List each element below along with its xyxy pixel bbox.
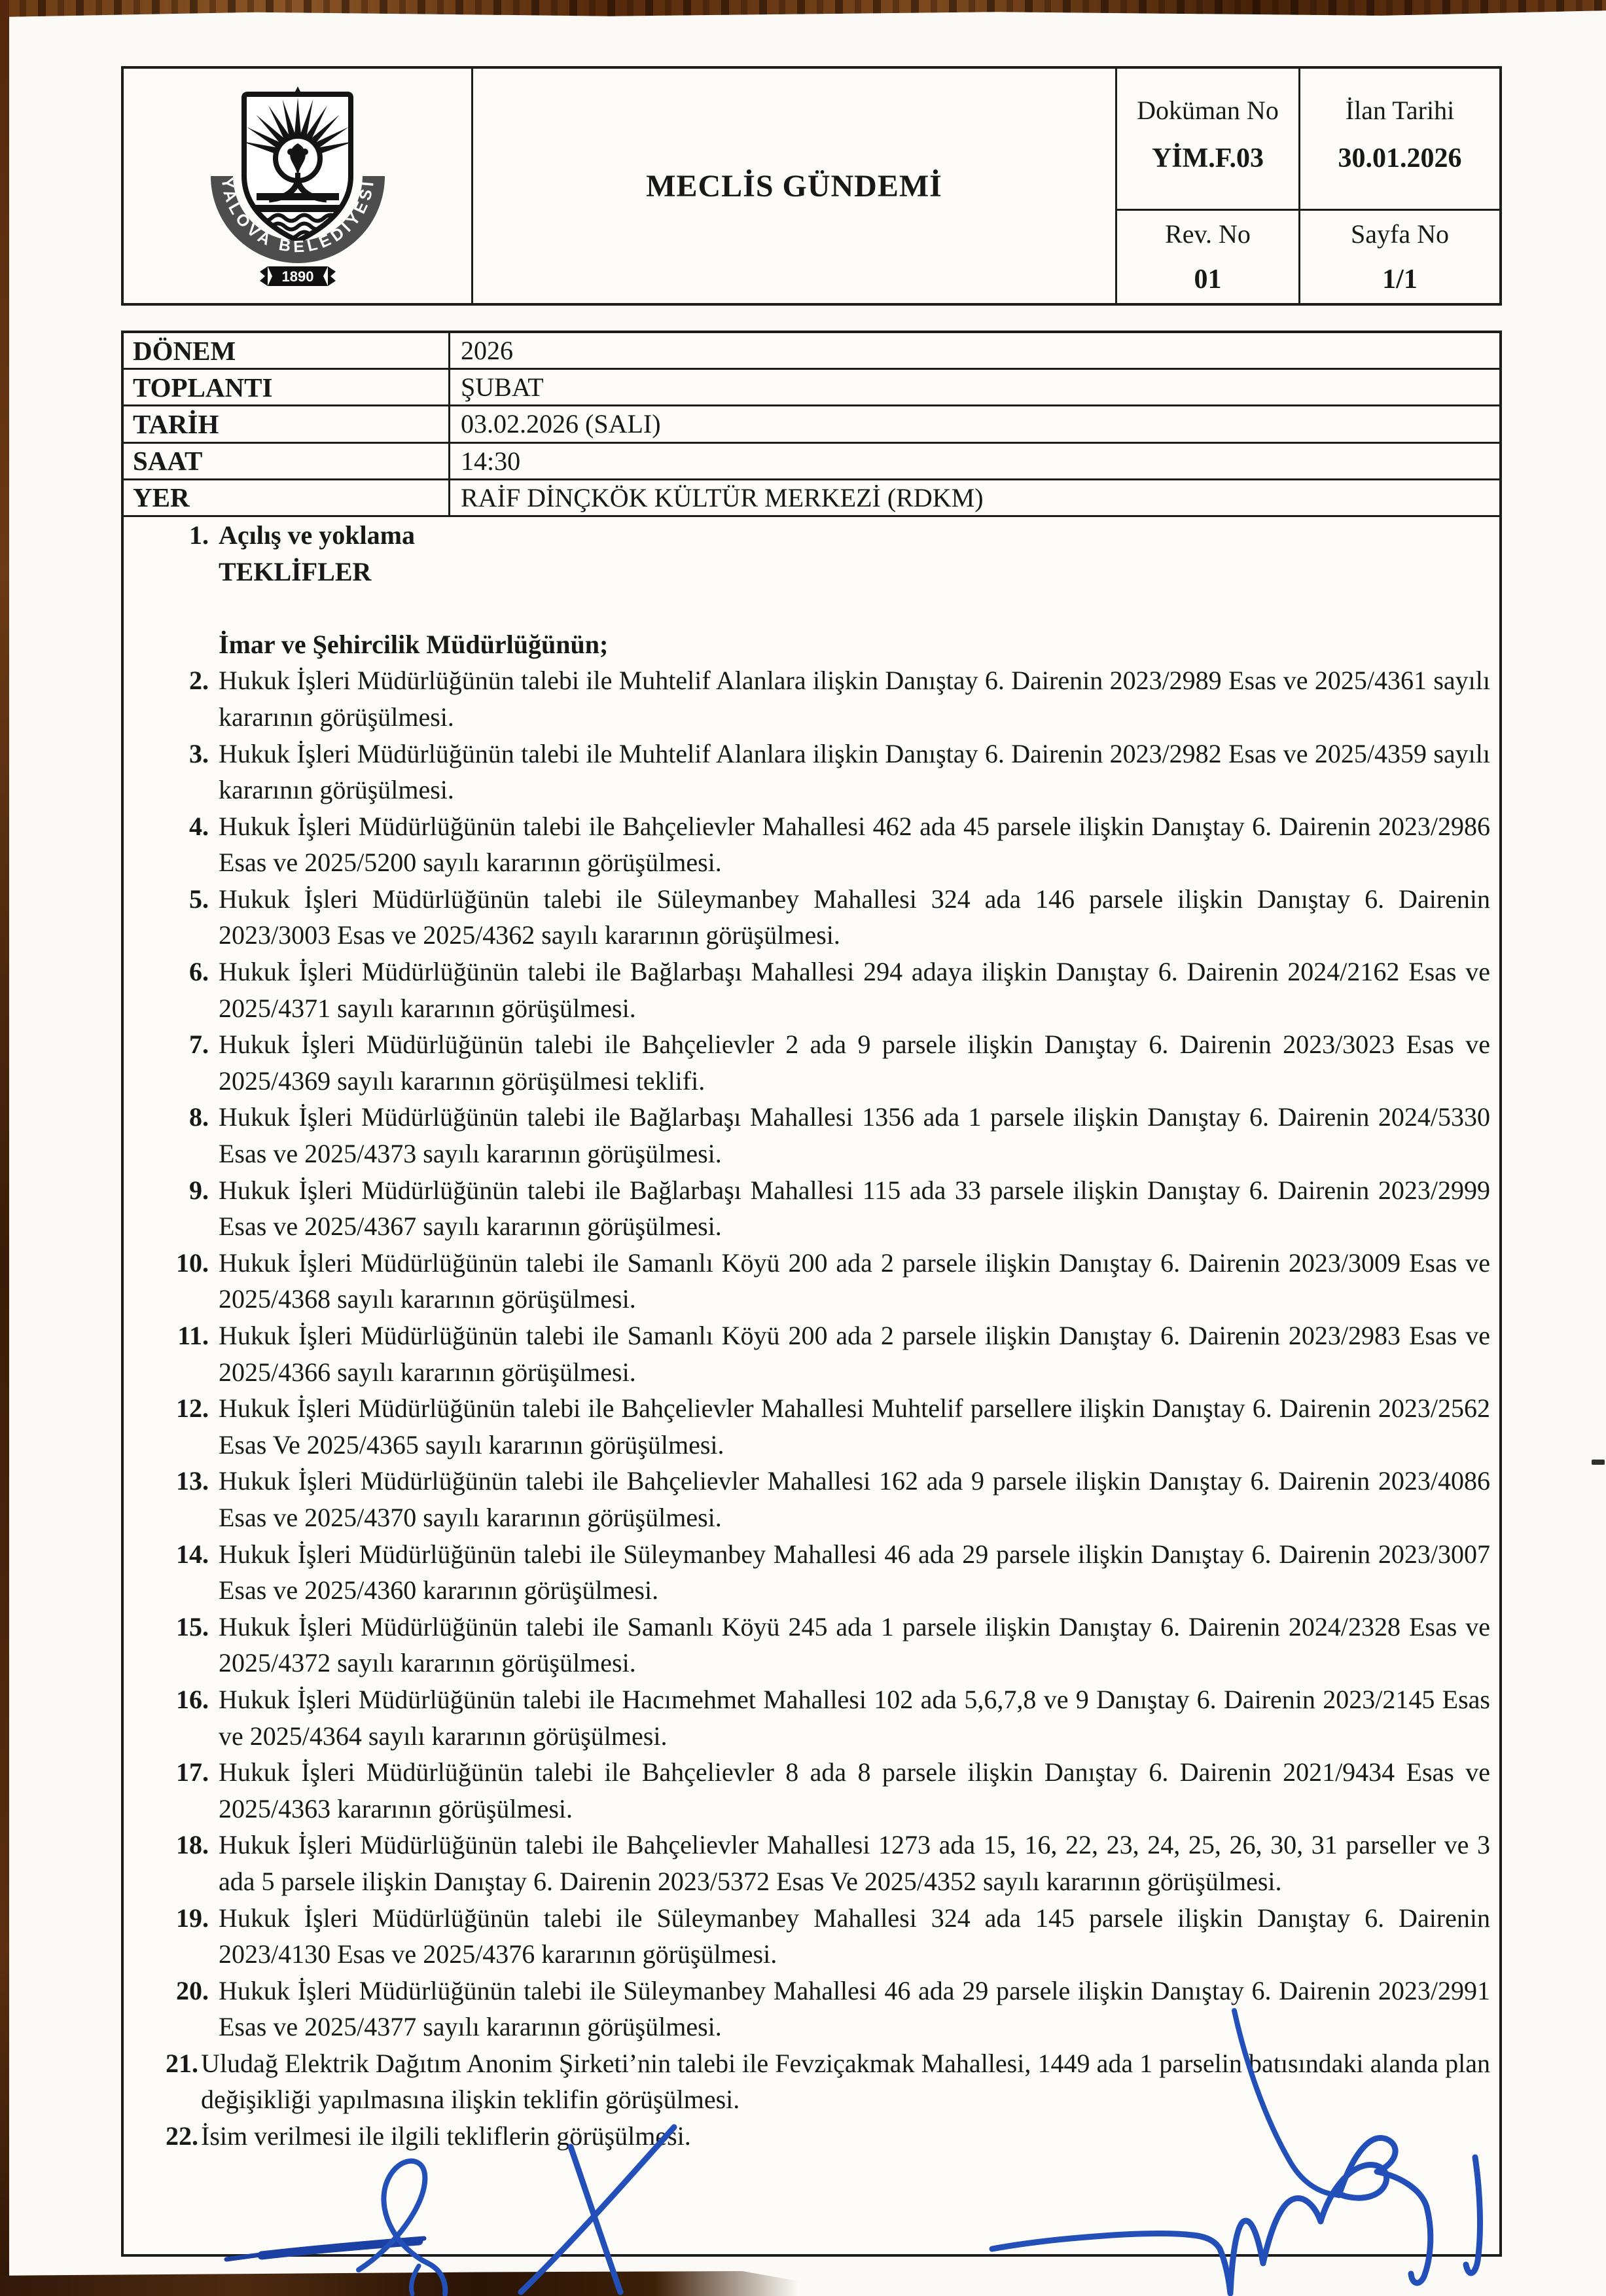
agenda-item (124, 881, 1490, 954)
agenda-item-number: 5. (189, 884, 209, 914)
agenda-item (124, 2045, 1490, 2118)
meta-label: SAAT (124, 444, 450, 478)
agenda-item-number: 20. (176, 1975, 209, 2005)
meta-value: RAİF DİNÇKÖK KÜLTÜR MERKEZİ (RDKM) (461, 482, 984, 512)
agenda-item-text: Hukuk İşleri Müdürlüğünün talebi ile Muhtelif Alanlara ilişkin Danıştay 6. Dairenin 2023/2982 Esas ve 2025/4359 sayılı kararının görüşülmesi. (219, 738, 1490, 805)
agenda-item-text: Hukuk İşleri Müdürlüğünün talebi ile Süleymanbey Mahallesi 46 ada 29 parsele ilişkin Danıştay 6. Dairenin 2023/2991 Esas ve 2025/4377 sayılı kararının görüşülmesi. (219, 1975, 1490, 2042)
section-heading: TEKLİFLER (219, 556, 372, 586)
agenda-item-number: 9. (189, 1175, 209, 1205)
field-value: 01 (1194, 264, 1222, 295)
agenda-item (124, 1318, 1490, 1390)
meta-value: 03.02.2026 (SALI) (461, 409, 661, 439)
meta-row-tarih (124, 406, 1499, 443)
scan-edge-bottom-artifact (0, 2271, 798, 2296)
agenda-item-number: 1. (189, 520, 209, 550)
agenda-item-text: Açılış ve yoklama (219, 520, 415, 550)
field-dokuman-no (1115, 69, 1298, 209)
agenda-item (124, 1099, 1490, 1172)
meta-row-toplanti (124, 370, 1499, 406)
field-sayfa-no (1298, 209, 1499, 303)
agenda-item (124, 1245, 1490, 1318)
scan-edge-left-artifact (0, 0, 9, 2296)
agenda-item-text: Hukuk İşleri Müdürlüğünün talebi ile Bağlarbaşı Mahallesi 115 ada 33 parsele ilişkin Danıştay 6. Dairenin 2023/2999 Esas ve 2025/4367 sayılı kararının görüşülmesi. (219, 1175, 1490, 1242)
field-rev-no (1115, 209, 1298, 303)
agenda-item-text: Hukuk İşleri Müdürlüğünün talebi ile Samanlı Köyü 245 ada 1 parsele ilişkin Danıştay 6. Dairenin 2024/2328 Esas ve 2025/4372 sayılı kararının görüşülmesi. (219, 1611, 1490, 1678)
agenda-item-text: Hukuk İşleri Müdürlüğünün talebi ile Samanlı Köyü 200 ada 2 parsele ilişkin Danıştay 6. Dairenin 2023/2983 Esas ve 2025/4366 sayılı kararının görüşülmesi. (219, 1321, 1490, 1387)
agenda-item-text: Hukuk İşleri Müdürlüğünün talebi ile Süleymanbey Mahallesi 324 ada 146 parsele ilişkin Danıştay 6. Dairenin 2023/3003 Esas ve 2025/4362 sayılı kararının görüşülmesi. (219, 884, 1490, 950)
agenda-item (124, 1463, 1490, 1535)
agenda-item (124, 1172, 1490, 1245)
meta-label: DÖNEM (124, 333, 450, 368)
agenda-item-number: 16. (176, 1684, 209, 1714)
agenda-item (124, 1609, 1490, 1681)
field-ilan-tarihi (1298, 69, 1499, 209)
agenda-item-text: Hukuk İşleri Müdürlüğünün talebi ile Muhtelif Alanlara ilişkin Danıştay 6. Dairenin 2023/2989 Esas ve 2025/4361 sayılı kararının görüşülmesi. (219, 666, 1490, 732)
agenda-item (124, 1827, 1490, 1899)
agenda-item-number: 6. (189, 957, 209, 987)
agenda-item-text: Hukuk İşleri Müdürlüğünün talebi ile Samanlı Köyü 200 ada 2 parsele ilişkin Danıştay 6. Dairenin 2023/3009 Esas ve 2025/4368 sayılı kararının görüşülmesi. (219, 1247, 1490, 1314)
agenda-item-text: Hukuk İşleri Müdürlüğünün talebi ile Bahçelievler Mahallesi 1273 ada 15, 16, 22, 23, 24, 25, 26, 30, 31 parseller ve 3 ada 5 parsele ilişkin Danıştay 6. Dairenin 2023/5372 Esas Ve 2025/4352 sayılı kararının görüşülmesi. (219, 1830, 1490, 1896)
field-label: Sayfa No (1351, 219, 1449, 249)
field-label: Doküman No (1137, 96, 1279, 125)
agenda-item (124, 1390, 1490, 1463)
agenda-item (124, 1754, 1490, 1827)
yalova-belediyesi-logo-icon (202, 78, 393, 294)
field-label: Rev. No (1165, 219, 1251, 249)
field-value: YİM.F.03 (1151, 143, 1264, 173)
logo-year-ribbon (260, 266, 336, 286)
meta-label: TOPLANTI (124, 370, 450, 404)
meta-value: 14:30 (461, 446, 521, 476)
agenda-item-text: Uludağ Elektrik Dağıtım Anonim Şirketi’nin talebi ile Fevziçakmak Mahallesi, 1449 ada 1 parselin batısındaki alanda plan değişikliği yapılmasına ilişkin teklifin görüşülmesi. (201, 2048, 1490, 2115)
agenda-item-number: 17. (176, 1757, 209, 1787)
agenda-item-number: 8. (189, 1102, 209, 1132)
agenda-item-text: Hukuk İşleri Müdürlüğünün talebi ile Bahçelievler 2 ada 9 parsele ilişkin Danıştay 6. Dairenin 2023/3023 Esas ve 2025/4369 sayılı kararının görüşülmesi teklifi. (219, 1030, 1490, 1096)
agenda-item-text: İsim verilmesi ile ilgili tekliflerin görüşülmesi. (201, 2121, 691, 2151)
agenda-item (124, 736, 1490, 808)
document-header-table (121, 66, 1502, 306)
agenda-item (124, 808, 1490, 881)
agenda-item-number: 15. (176, 1611, 209, 1641)
page-title: MECLİS GÜNDEMİ (646, 168, 942, 204)
agenda-item (124, 1026, 1490, 1099)
agenda-item-text: Hukuk İşleri Müdürlüğünün talebi ile Bağlarbaşı Mahallesi 294 adaya ilişkin Danıştay 6. Dairenin 2024/2162 Esas ve 2025/4371 sayılı kararının görüşülmesi. (219, 957, 1490, 1023)
agenda-item-number: 12. (176, 1393, 209, 1424)
agenda-item (124, 1900, 1490, 1973)
agenda-item (124, 662, 1490, 735)
scan-speck-artifact (1592, 1460, 1605, 1465)
agenda-item-number: 13. (176, 1466, 209, 1496)
agenda-item (124, 954, 1490, 1026)
field-value: 1/1 (1382, 264, 1418, 295)
agenda-item (124, 1536, 1490, 1609)
agenda-item-text: Hukuk İşleri Müdürlüğünün talebi ile Hacımehmet Mahallesi 102 ada 5,6,7,8 ve 9 Danıştay 6. Dairenin 2023/2145 Esas ve 2025/4364 sayılı kararının görüşülmesi. (219, 1684, 1490, 1751)
agenda-item-number: 2. (189, 666, 209, 696)
subsection-heading: İmar ve Şehircilik Müdürlüğünün; (219, 629, 609, 659)
agenda-item-text: Hukuk İşleri Müdürlüğünün talebi ile Bahçelievler Mahallesi 162 ada 9 parsele ilişkin Danıştay 6. Dairenin 2023/4086 Esas ve 2025/4370 sayılı kararının görüşülmesi. (219, 1466, 1490, 1532)
field-value: 30.01.2026 (1338, 143, 1462, 173)
agenda-item-number: 7. (189, 1030, 209, 1060)
agenda-item-number: 3. (189, 738, 209, 768)
logo-band-text: YALOVA BELEDİYESİ (217, 176, 378, 257)
agenda-item-text: Hukuk İşleri Müdürlüğünün talebi ile Bahçelievler Mahallesi Muhtelif parsellere ilişkin Danıştay 6. Dairenin 2023/2562 Esas Ve 2025/4365 sayılı kararının görüşülmesi. (219, 1393, 1490, 1460)
agenda-item-text: Hukuk İşleri Müdürlüğünün talebi ile Bahçelievler 8 ada 8 parsele ilişkin Danıştay 6. Dairenin 2021/9434 Esas ve 2025/4363 kararının görüşülmesi. (219, 1757, 1490, 1823)
meta-row-yer (124, 480, 1499, 517)
agenda-item-number: 11. (177, 1321, 209, 1350)
meta-row-donem (124, 333, 1499, 370)
agenda-item-text: Hukuk İşleri Müdürlüğünün talebi ile Süleymanbey Mahallesi 324 ada 145 parsele ilişkin Danıştay 6. Dairenin 2023/4130 Esas ve 2025/4376 kararının görüşülmesi. (219, 1903, 1490, 1969)
agenda-item-text: Hukuk İşleri Müdürlüğünün talebi ile Bağlarbaşı Mahallesi 1356 ada 1 parsele ilişkin Danıştay 6. Dairenin 2024/5330 Esas ve 2025/4373 sayılı kararının görüşülmesi. (219, 1102, 1490, 1169)
agenda-item-text: Hukuk İşleri Müdürlüğünün talebi ile Bahçelievler Mahallesi 462 ada 45 parsele ilişkin Danıştay 6. Dairenin 2023/2986 Esas ve 2025/5200 sayılı kararının görüşülmesi. (219, 811, 1490, 878)
agenda-item (124, 1681, 1490, 1754)
blank-line (124, 590, 1490, 626)
agenda-item (124, 1973, 1490, 2045)
agenda-box (121, 331, 1502, 2257)
logo-cell (124, 69, 471, 303)
meta-row-saat (124, 444, 1499, 480)
meta-label: TARİH (124, 406, 450, 441)
agenda-item-number: 22. (166, 2121, 198, 2151)
agenda-item-text: Hukuk İşleri Müdürlüğünün talebi ile Süleymanbey Mahallesi 46 ada 29 parsele ilişkin Danıştay 6. Dairenin 2023/3007 Esas ve 2025/4360 kararının görüşülmesi. (219, 1539, 1490, 1605)
agenda-item-number: 4. (189, 811, 209, 841)
meta-value: ŞUBAT (461, 372, 544, 403)
agenda-item (124, 517, 1490, 554)
agenda-item (124, 2118, 1490, 2155)
field-label: İlan Tarihi (1345, 96, 1455, 125)
agenda-list (124, 517, 1499, 2155)
agenda-item-number: 21. (166, 2048, 198, 2078)
meta-label: YER (124, 480, 450, 515)
logo-year: 1890 (281, 268, 313, 285)
title-cell (471, 69, 1115, 303)
agenda-item-number: 14. (176, 1539, 209, 1569)
agenda-item-number: 18. (176, 1830, 209, 1860)
agenda-item-number: 10. (176, 1247, 209, 1278)
meta-value: 2026 (461, 336, 513, 366)
agenda-item-number: 19. (176, 1903, 209, 1933)
scan-edge-top-artifact (0, 0, 1606, 17)
